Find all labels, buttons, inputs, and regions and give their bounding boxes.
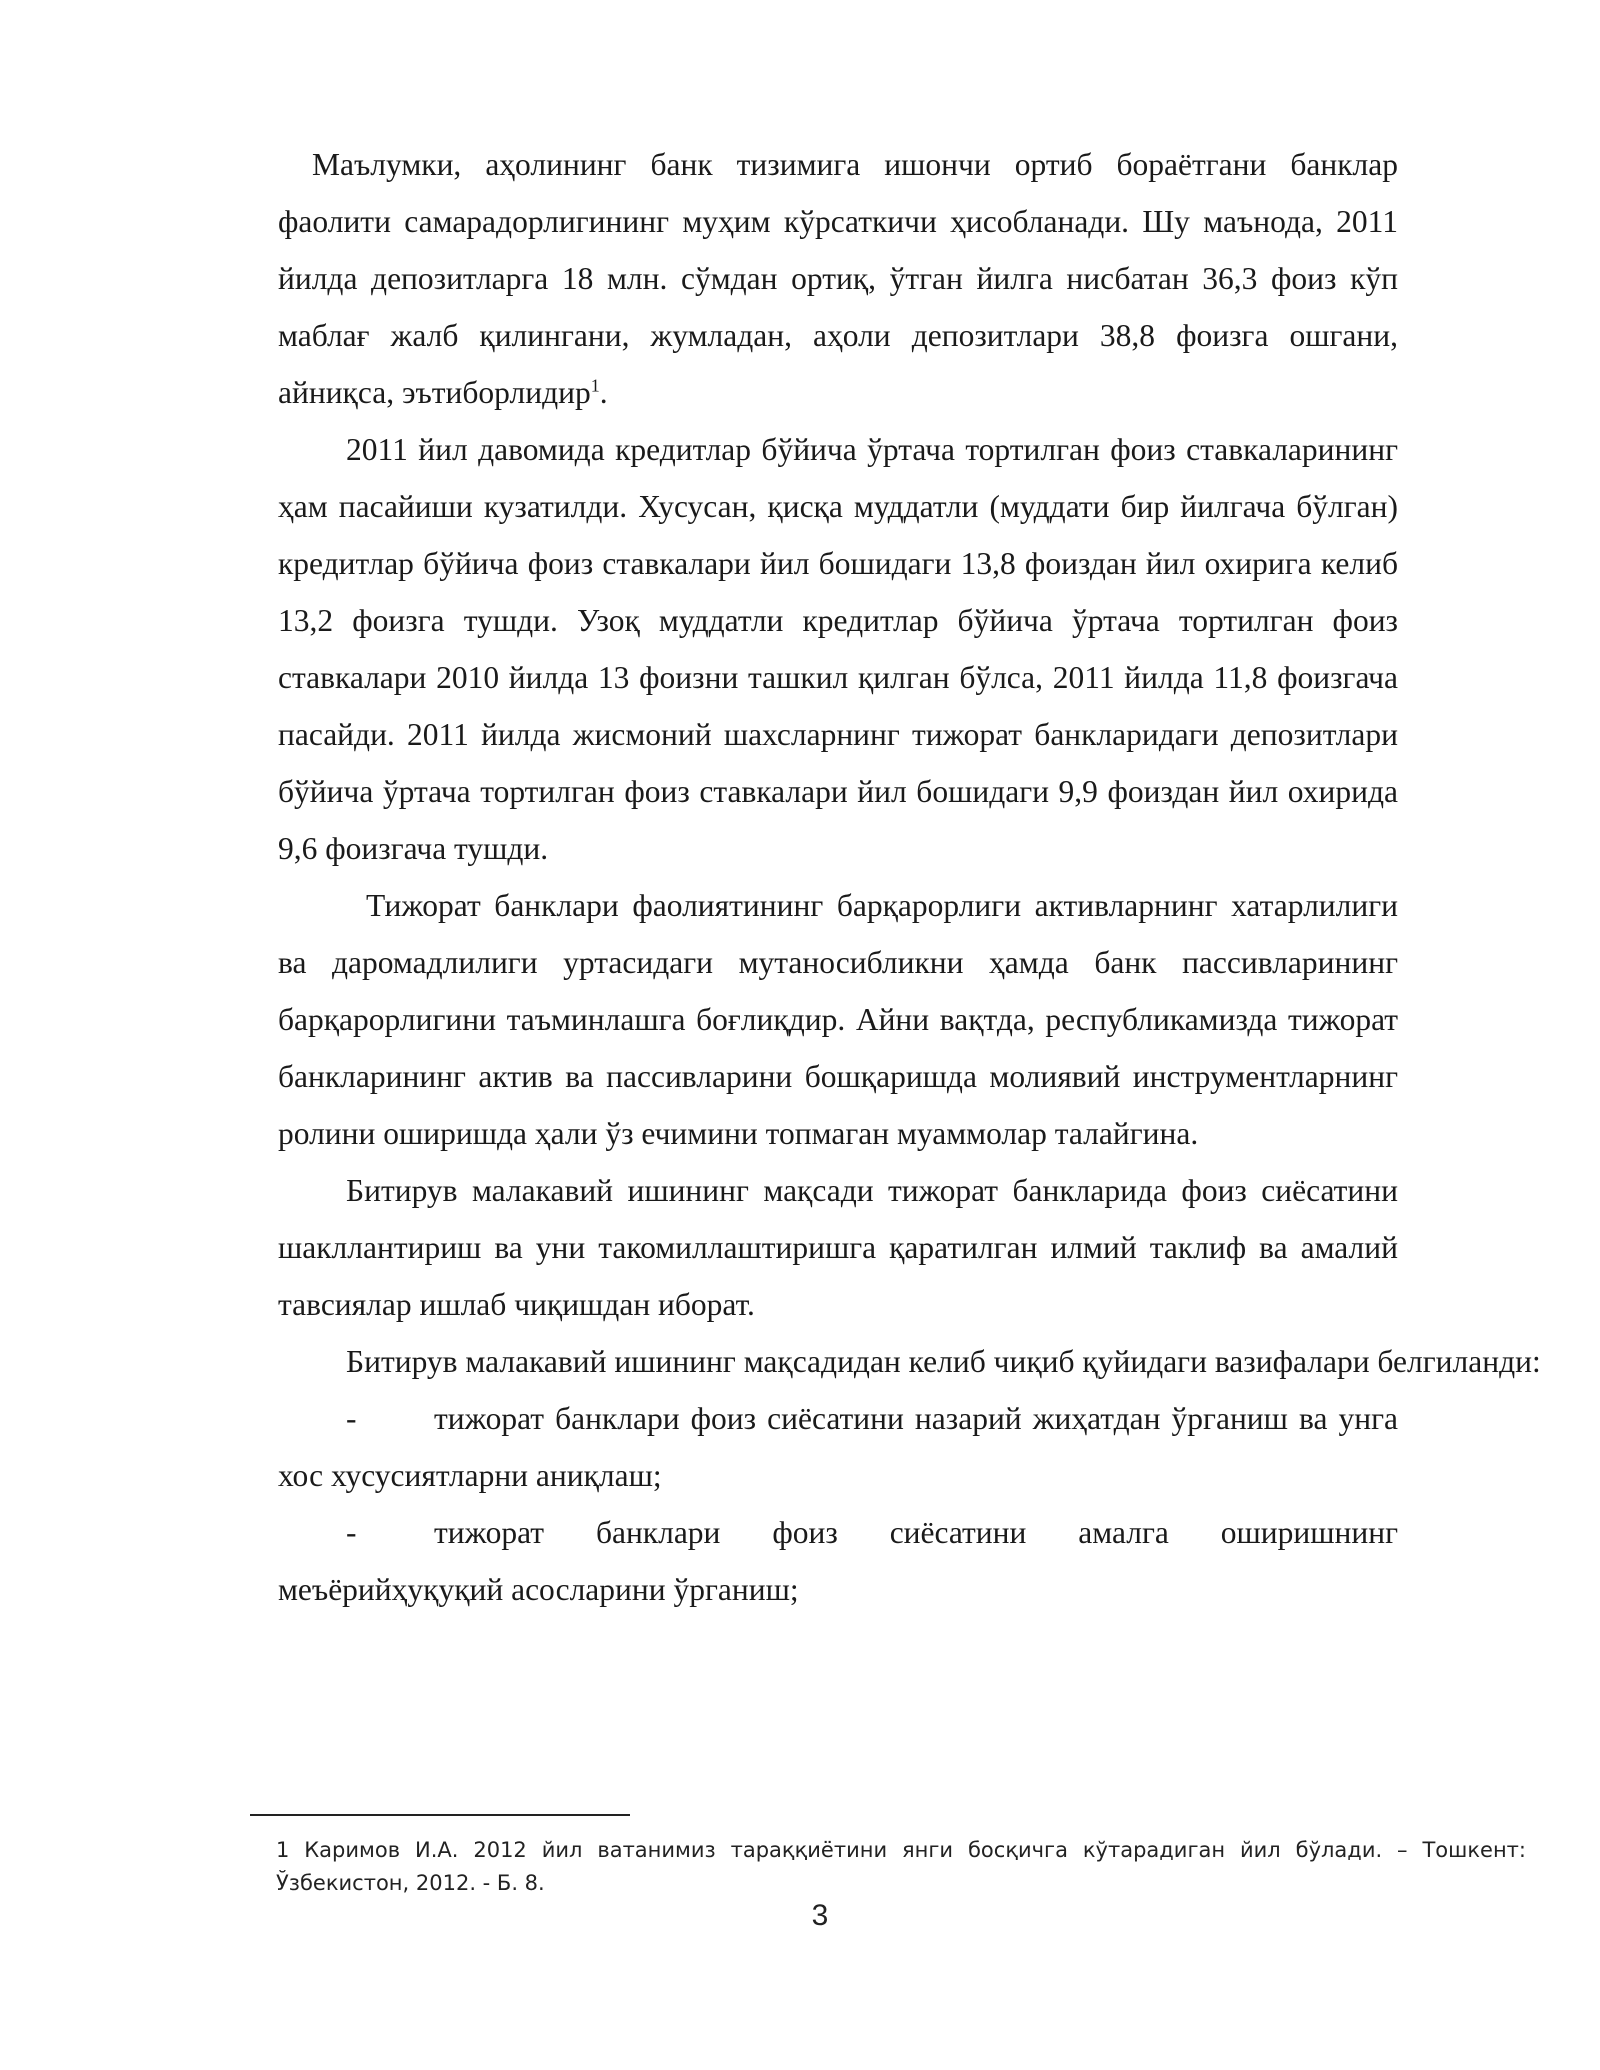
footnote-reference[interactable]: 1 <box>590 375 600 396</box>
list-item <box>278 1504 1398 1618</box>
list-item-text: тижорат банклари фоиз сиёсатини амалга оширишнинг меъёрийҳуқуқий асосларини ўрганиш; <box>278 1515 1398 1607</box>
page-number: 3 <box>811 1899 829 1932</box>
paragraph-3: Тижорат банклари фаолиятининг барқарорлиги активларнинг хатарлилиги ва даромадлилиги уртасидаги мутаносибликни ҳамда банк пассивларининг барқарорлигини таъминлашга боғлиқдир. Айни вақтда, республикамизда тижорат банкларининг актив ва пассивларини бошқаришда молиявий инструментларнинг ролини оширишда ҳали ўз ечимини топмаган муаммолар талайгина. <box>278 888 1398 1151</box>
paragraph-2: 2011 йил давомида кредитлар бўйича ўртача тортилган фоиз ставкаларининг ҳам пасайиши кузатилди. Хусусан, қисқа муддатли (муддати бир йилгача бўлган) кредитлар бўйича фоиз ставкалари йил бошидаги 13,8 фоиздан йил охирига келиб 13,2 фоизга тушди. Узоқ муддатли кредитлар бўйича ўртача тортилган фоиз ставкалари 2010 йилда 13 фоизни ташкил қилган бўлса, 2011 йилда 11,8 фоизгача пасайди. 2011 йилда жисмоний шахсларнинг тижорат банкларидаги депозитлари бўйича ўртача тортилган фоиз ставкалари йил бошидаги 9,9 фоиздан йил охирида 9,6 фоизгача тушди. <box>278 432 1398 866</box>
paragraph-1 <box>278 136 1398 421</box>
paragraph-1-end: . <box>599 375 608 410</box>
footnote-separator <box>250 1814 630 1816</box>
paragraph-5: Битирув малакавий ишининг мақсадидан келиб чиқиб қуйидаги вазифалари белгиланди: <box>346 1344 1541 1379</box>
paragraph-4: Битирув малакавий ишининг мақсади тижорат банкларида фоиз сиёсатини шакллантириш ва уни такомиллаштиришга қаратилган илмий таклиф ва амалий тавсиялар ишлаб чиқишдан иборат. <box>278 1173 1398 1322</box>
body-text <box>278 136 1541 1618</box>
paragraph-1-text: Маълумки, аҳолининг банк тизимига ишончи ортиб бораётгани банклар фаолити самарадорлигининг муҳим кўрсаткичи ҳисобланади. Шу маънода, 2011 йилда депозитларга 18 млн. сўмдан ортиқ, ўтган йилга нисбатан 36,3 фоиз кўп маблағ жалб қилингани, жумладан, аҳоли депозитлари 38,8 фоизга ошгани, айниқса, эътиборлидир <box>278 147 1398 410</box>
list-item <box>278 1390 1398 1504</box>
list-item-text: тижорат банклари фоиз сиёсатини назарий жиҳатдан ўрганиш ва унга хос хусусиятларни аниқлаш; <box>278 1401 1398 1493</box>
footnote: 1 Каримов И.А. 2012 йил ватанимиз тараққиётини янги босқичга кўтарадиган йил бўлади. – Тошкент: Ўзбекистон, 2012. - Б. 8. <box>276 1838 1526 1895</box>
list-marker: - <box>346 1515 357 1550</box>
list-marker: - <box>346 1401 357 1436</box>
